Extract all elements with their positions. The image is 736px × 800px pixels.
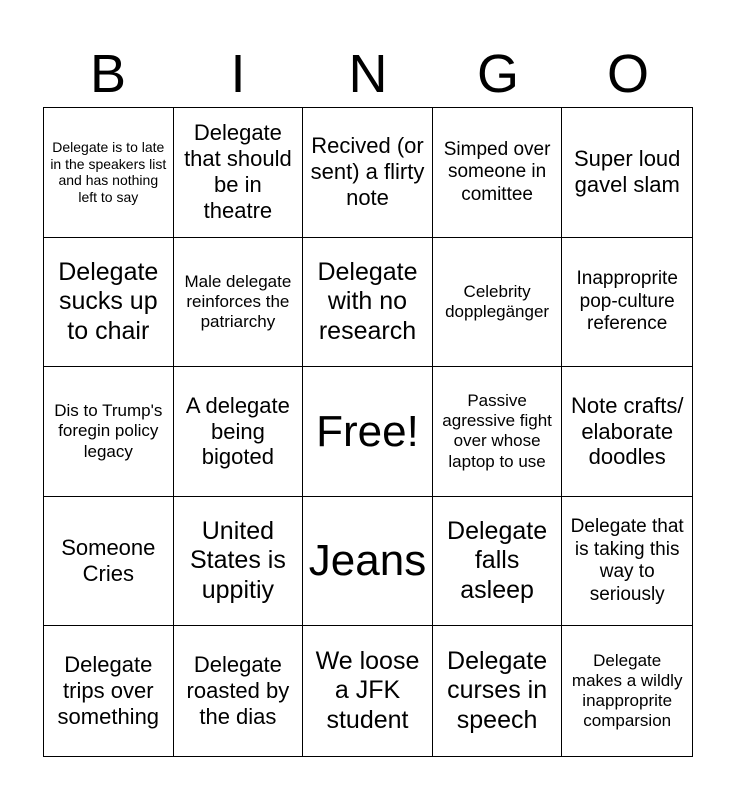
cell-text: United States is uppitiy — [189, 516, 286, 604]
bingo-cell[interactable] — [433, 497, 563, 627]
cell-text: Delegate makes a wildly inapproprite comparsion — [571, 651, 683, 731]
bingo-cell[interactable] — [433, 108, 563, 238]
bingo-cell[interactable] — [44, 497, 174, 627]
cell-text: Passive agressive fight over whose laptop to use — [442, 391, 552, 471]
free-space-text: Free! — [316, 406, 419, 456]
bingo-cell[interactable] — [303, 497, 433, 627]
cell-text: Delegate that should be in theatre — [184, 120, 292, 224]
cell-text: Simped over someone in comittee — [443, 138, 551, 205]
cell-text: Delegate roasted by the dias — [186, 652, 290, 730]
header-letter-o: O — [606, 44, 649, 104]
bingo-cell[interactable] — [174, 626, 304, 756]
cell-text: Delegate falls asleep — [447, 516, 548, 604]
bingo-cell[interactable] — [303, 626, 433, 756]
bingo-cell[interactable] — [44, 238, 174, 368]
free-space-cell[interactable] — [303, 367, 433, 497]
cell-text: Note crafts/ elaborate doodles — [570, 392, 684, 470]
header-letter-i: I — [230, 44, 246, 104]
cell-text: Recived (or sent) a flirty note — [310, 133, 425, 211]
bingo-board — [43, 107, 693, 757]
bingo-cell[interactable] — [562, 497, 692, 627]
bingo-cell[interactable] — [562, 626, 692, 756]
bingo-cell[interactable] — [562, 108, 692, 238]
bingo-cell[interactable] — [44, 108, 174, 238]
cell-text: We loose a JFK student — [315, 646, 420, 734]
cell-text: Male delegate reinforces the patriarchy — [184, 271, 292, 331]
bingo-cell[interactable] — [433, 238, 563, 368]
cell-text: Delegate with no research — [317, 257, 418, 345]
bingo-cell[interactable] — [433, 367, 563, 497]
bingo-cell[interactable] — [174, 108, 304, 238]
bingo-cell[interactable] — [433, 626, 563, 756]
header-letter-g: G — [476, 44, 519, 104]
cell-text: Delegate curses in speech — [447, 646, 548, 734]
cell-text: Inapproprite pop-culture reference — [576, 268, 678, 335]
cell-text: Super loud gavel slam — [573, 146, 681, 198]
cell-text: Delegate trips over something — [57, 652, 160, 730]
cell-text: Delegate that is taking this way to seriously — [570, 516, 684, 605]
cell-text: Jeans — [308, 536, 427, 586]
cell-text: A delegate being bigoted — [185, 392, 290, 470]
bingo-cell[interactable] — [174, 497, 304, 627]
bingo-cell[interactable] — [303, 238, 433, 368]
bingo-cell[interactable] — [562, 367, 692, 497]
bingo-cell[interactable] — [174, 367, 304, 497]
bingo-cell[interactable] — [562, 238, 692, 368]
cell-text: Celebrity dopplegänger — [445, 281, 550, 321]
bingo-header — [43, 40, 693, 108]
bingo-cell[interactable] — [44, 626, 174, 756]
bingo-cell[interactable] — [174, 238, 304, 368]
header-letter-n: N — [348, 44, 388, 104]
cell-text: Delegate sucks up to chair — [58, 257, 159, 345]
bingo-cell[interactable] — [44, 367, 174, 497]
header-letter-b: B — [89, 44, 127, 104]
bingo-cell[interactable] — [303, 108, 433, 238]
cell-text: Dis to Trump's foregin policy legacy — [54, 401, 163, 461]
cell-text: Someone Cries — [61, 535, 156, 587]
cell-text: Delegate is to late in the speakers list and has nothing left to say — [50, 139, 167, 205]
